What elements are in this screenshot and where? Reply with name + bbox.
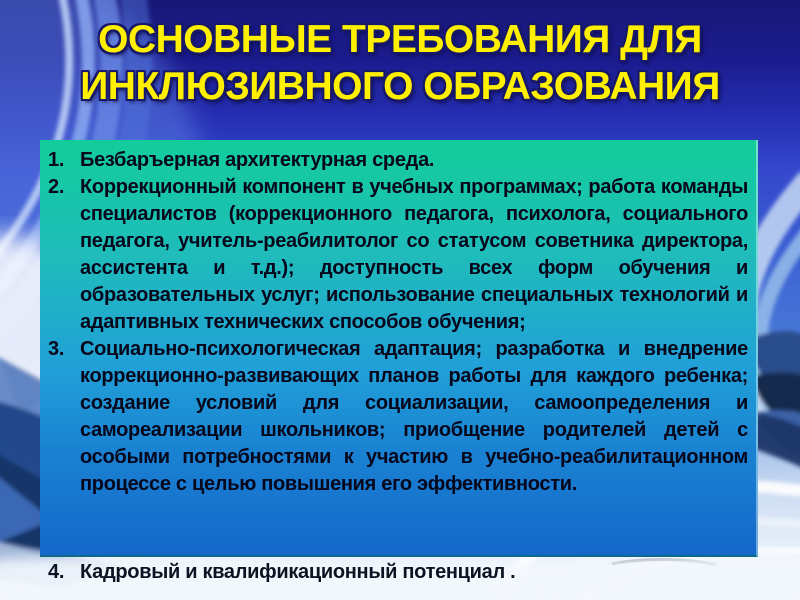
list-item-text: Безбаръерная архитектурная среда.	[80, 149, 435, 171]
list-item-text: Социально-психологическая адаптация; разработка и внедрение коррекционно-развивающих планов работы для каждого ребенка; создание условий для социализации, самоопределения и самореализации школьников; приобщение родителей детей с особыми потребностями к участию в учебно-реабилитационном процессе с целью повышения его эффективности.	[80, 338, 748, 495]
list-item-2	[46, 174, 748, 336]
list-item-number: 4.	[48, 561, 65, 583]
slide-title	[0, 16, 800, 110]
list-item-4	[46, 559, 792, 586]
list-item-number: 2.	[48, 176, 65, 198]
list-item-text: Кадровый и квалификационный потенциал .	[80, 561, 516, 583]
list-item-number: 3.	[48, 338, 65, 360]
list-item-3	[46, 336, 748, 498]
list-item-number: 1.	[48, 149, 65, 171]
slide-title-line1: ОСНОВНЫЕ ТРЕБОВАНИЯ ДЛЯ	[98, 18, 702, 61]
list-item-1	[46, 147, 748, 174]
slide-title-line2: ИНКЛЮЗИВНОГО ОБРАЗОВАНИЯ	[80, 65, 720, 108]
list-item-text: Коррекционный компонент в учебных программах; работа команды специалистов (коррекционного педагога, психолога, социального педагога, учитель-реабилитолог со статусом советника директора, ассистента и т.д.); доступность всех форм обучения и образовательных услуг; использование специальных технологий и адаптивных технических способов обучения;	[80, 176, 748, 333]
requirements-panel	[40, 140, 758, 557]
